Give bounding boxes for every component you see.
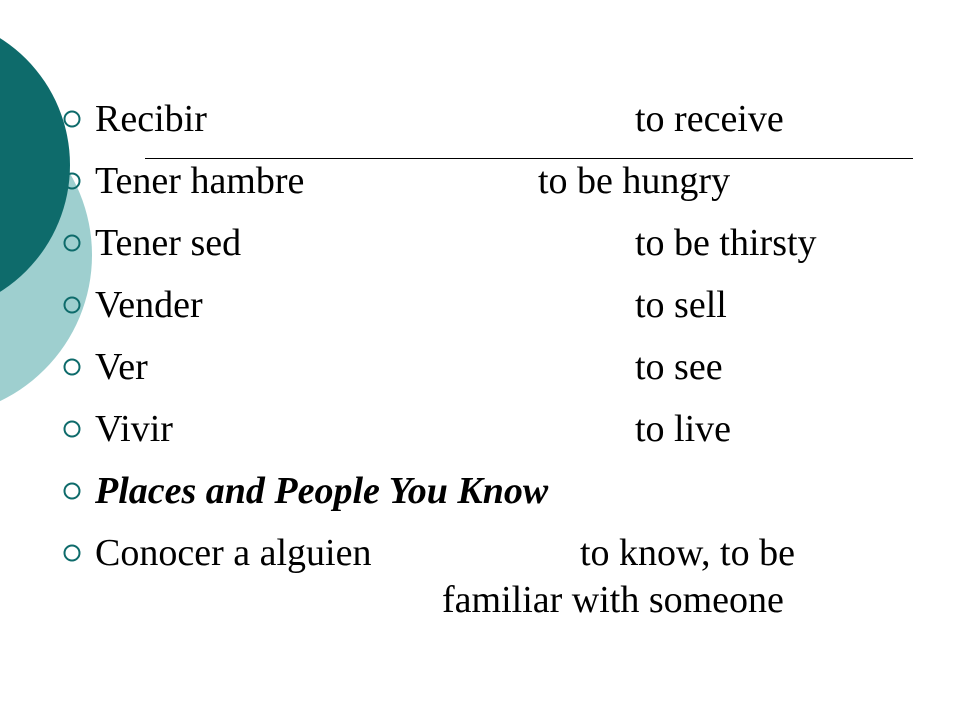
term-vender: Vender <box>95 284 203 326</box>
term-recibir: Recibir <box>95 98 207 140</box>
term-tener-hambre: Tener hambre <box>95 160 305 202</box>
definition-vender: to sell <box>635 284 727 326</box>
ring-bullet-icon <box>62 543 82 563</box>
definition-conocer-a-alguien: to know, to be <box>580 532 795 574</box>
definition-ver: to see <box>635 346 723 388</box>
ring-bullet-icon <box>62 171 82 191</box>
definition-tener-hambre: to be hungry <box>538 160 731 202</box>
definition-tener-sed: to be thirsty <box>635 222 817 264</box>
definition-conocer-a-alguien-line2: familiar with someone <box>442 579 784 621</box>
definition-vivir: to live <box>635 408 732 450</box>
ring-bullet-icon <box>62 419 82 439</box>
term-tener-sed: Tener sed <box>95 222 242 264</box>
term-vivir: Vivir <box>95 408 173 450</box>
term-conocer-a-alguien: Conocer a alguien <box>95 532 372 574</box>
term-ver: Ver <box>95 346 148 388</box>
definition-recibir: to receive <box>635 98 784 140</box>
ring-bullet-icon <box>62 295 82 315</box>
ring-bullet-icon <box>62 357 82 377</box>
ring-bullet-icon <box>62 233 82 253</box>
ring-bullet-icon <box>62 109 82 129</box>
section-heading-places-people: Places and People You Know <box>95 470 549 512</box>
ring-bullet-icon <box>62 481 82 501</box>
